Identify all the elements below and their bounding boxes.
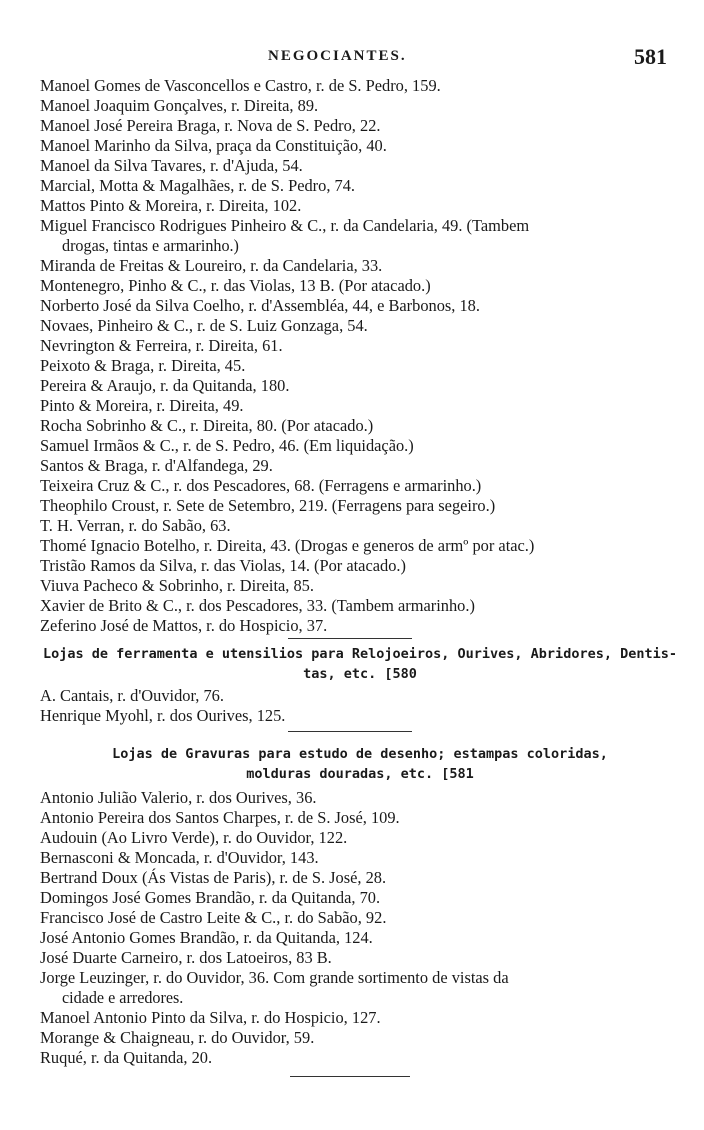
page-header <box>0 44 704 72</box>
list-item: Pinto & Moreira, r. Direita, 49. <box>40 396 244 415</box>
list-item: José Antonio Gomes Brandão, r. da Quitanda, 124. <box>40 928 373 947</box>
list-item: Zeferino José de Mattos, r. do Hospicio, 37. <box>40 616 328 635</box>
list-item: Xavier de Brito & C., r. dos Pescadores, 33. (Tambem armarinho.) <box>40 596 475 615</box>
list-item: Manoel Antonio Pinto da Silva, r. do Hospicio, 127. <box>40 1008 381 1027</box>
list-item: Novaes, Pinheiro & C., r. de S. Luiz Gonzaga, 54. <box>40 316 368 335</box>
end-divider <box>290 1076 410 1077</box>
list-item: Nevrington & Ferreira, r. Direita, 61. <box>40 336 283 355</box>
list-item: Teixeira Cruz & C., r. dos Pescadores, 68. (Ferragens e armarinho.) <box>40 476 482 495</box>
list-item-continuation: drogas, tintas e armarinho.) <box>62 236 239 255</box>
list-item: Morange & Chaigneau, r. do Ouvidor, 59. <box>40 1028 315 1047</box>
list-item: Ruqué, r. da Quitanda, 20. <box>40 1048 213 1067</box>
list-item: Manoel Marinho da Silva, praça da Constituição, 40. <box>40 136 387 155</box>
list-item: Samuel Irmãos & C., r. de S. Pedro, 46. (Em liquidação.) <box>40 436 414 455</box>
list-item: Miranda de Freitas & Loureiro, r. da Candelaria, 33. <box>40 256 383 275</box>
page-number: 581 <box>634 44 667 69</box>
list-item: José Duarte Carneiro, r. dos Latoeiros, 83 B. <box>40 948 332 967</box>
list-item: Montenegro, Pinho & C., r. das Violas, 13 B. (Por atacado.) <box>40 276 431 295</box>
list-item: Mattos Pinto & Moreira, r. Direita, 102. <box>40 196 302 215</box>
section-divider <box>288 638 412 639</box>
list-item: Theophilo Croust, r. Sete de Setembro, 219. (Ferragens para segeiro.) <box>40 496 496 515</box>
list-item: Domingos José Gomes Brandão, r. da Quitanda, 70. <box>40 888 381 907</box>
list-item: Norberto José da Silva Coelho, r. d'Assembléa, 44, e Barbonos, 18. <box>40 296 480 315</box>
list-item: Rocha Sobrinho & C., r. Direita, 80. (Por atacado.) <box>40 416 374 435</box>
list-item: Francisco José de Castro Leite & C., r. do Sabão, 92. <box>40 908 387 927</box>
list-item: Thomé Ignacio Botelho, r. Direita, 43. (Drogas e generos de armº por atac.) <box>40 536 535 555</box>
list-item: Viuva Pacheco & Sobrinho, r. Direita, 85. <box>40 576 314 595</box>
section-divider <box>288 731 412 732</box>
list-item: Manoel Joaquim Gonçalves, r. Direita, 89. <box>40 96 319 115</box>
list-item: Miguel Francisco Rodrigues Pinheiro & C., r. da Candelaria, 49. (Tambem <box>40 216 530 235</box>
list-item: Peixoto & Braga, r. Direita, 45. <box>40 356 246 375</box>
list-item: Manoel José Pereira Braga, r. Nova de S. Pedro, 22. <box>40 116 381 135</box>
list-item: Bernasconi & Moncada, r. d'Ouvidor, 143. <box>40 848 319 867</box>
section-heading: Lojas de ferramenta e utensilios para Relojoeiros, Ourives, Abridores, Dentis- <box>43 646 677 662</box>
section-heading: tas, etc. [580 <box>303 666 417 682</box>
list-item: Manoel Gomes de Vasconcellos e Castro, r. de S. Pedro, 159. <box>40 76 441 95</box>
list-item: Antonio Pereira dos Santos Charpes, r. de S. José, 109. <box>40 808 400 827</box>
list-item-continuation: cidade e arredores. <box>62 988 184 1007</box>
list-item: Manoel da Silva Tavares, r. d'Ajuda, 54. <box>40 156 303 175</box>
list-item: Tristão Ramos da Silva, r. das Violas, 14. (Por atacado.) <box>40 556 406 575</box>
list-item: Jorge Leuzinger, r. do Ouvidor, 36. Com grande sortimento de vistas da <box>40 968 509 987</box>
list-item: Pereira & Araujo, r. da Quitanda, 180. <box>40 376 290 395</box>
section-heading: Lojas de Gravuras para estudo de desenho; estampas coloridas, <box>112 746 608 762</box>
list-item: Marcial, Motta & Magalhães, r. de S. Pedro, 74. <box>40 176 355 195</box>
list-item: A. Cantais, r. d'Ouvidor, 76. <box>40 686 224 705</box>
list-item: Santos & Braga, r. d'Alfandega, 29. <box>40 456 273 475</box>
list-item: Henrique Myohl, r. dos Ourives, 125. <box>40 706 286 725</box>
list-item: Audouin (Ao Livro Verde), r. do Ouvidor, 122. <box>40 828 348 847</box>
list-item: Antonio Julião Valerio, r. dos Ourives, 36. <box>40 788 317 807</box>
running-title: NEGOCIANTES. <box>268 48 407 64</box>
list-item: T. H. Verran, r. do Sabão, 63. <box>40 516 231 535</box>
list-item: Bertrand Doux (Ás Vistas de Paris), r. de S. José, 28. <box>40 868 387 887</box>
section-heading: molduras douradas, etc. [581 <box>246 766 474 782</box>
